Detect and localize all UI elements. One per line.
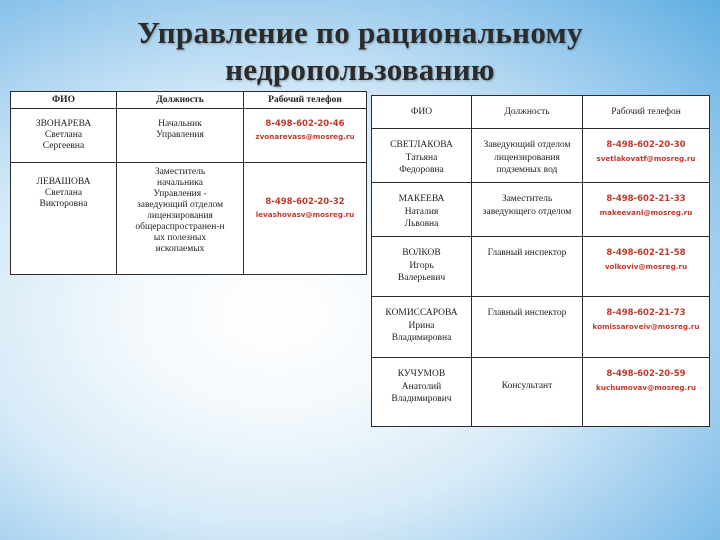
email-link[interactable]: svetlakovatf@mosreg.ru [596,153,696,163]
position-cell: Заведующий отделом лицензирования подземных вод [472,129,583,183]
header-phone: Рабочий телефон [583,96,710,129]
table-header-row [372,96,710,129]
name-cell: МАКЕЕВА Наталия Львовна [372,183,472,237]
email-link[interactable]: kuchumovav@mosreg.ru [596,382,696,392]
table-row [372,297,710,358]
contact-cell [583,183,710,237]
email-link[interactable]: levashovasv@mosreg.ru [255,210,355,219]
page-title [0,14,720,88]
position-cell: Главный инспектор [472,237,583,297]
phone-number: 8-498-602-21-58 [606,248,686,258]
header-position: Должность [472,96,583,129]
staff-table-left [10,91,367,275]
name-cell: ЛЕВАШОВА Светлана Викторовна [11,163,117,275]
name-cell: ЗВОНАРЕВА Светлана Сергеевна [11,109,117,163]
phone-number: 8-498-602-20-46 [265,119,345,129]
contact-cell [583,358,710,427]
phone-number: 8-498-602-21-33 [606,194,686,204]
phone-number: 8-498-602-21-73 [606,308,686,318]
table-row [372,183,710,237]
contact-cell [583,237,710,297]
table-row [372,358,710,427]
header-fio: ФИО [372,96,472,129]
title-line-1: Управление по рациональному [137,15,583,50]
name-cell: КУЧУМОВ Анатолий Владимирович [372,358,472,427]
email-link[interactable]: volkoviv@mosreg.ru [604,261,688,271]
header-phone: Рабочий телефон [244,92,367,109]
name-cell: КОМИССАРОВА Ирина Владимировна [372,297,472,358]
table-row [11,109,367,163]
table-row [372,237,710,297]
table-row [372,129,710,183]
title-line-2: недропользованию [225,52,495,87]
staff-table-right [371,95,710,427]
position-cell: Начальник Управления [117,109,244,163]
email-link[interactable]: zvonarevass@mosreg.ru [255,132,355,141]
table-row [11,163,367,275]
position-cell: Главный инспектор [472,297,583,358]
email-link[interactable]: komissaroveiv@mosreg.ru [592,321,700,331]
position-cell: Заместитель начальника Управления - заведующий отделом лицензирования общераспространен-н ых полезных ископаемых [117,163,244,275]
contact-cell [244,109,367,163]
position-cell: Заместитель заведующего отделом [472,183,583,237]
header-fio: ФИО [11,92,117,109]
phone-number: 8-498-602-20-59 [606,369,686,379]
contact-cell [244,163,367,275]
header-position: Должность [117,92,244,109]
name-cell: СВЕТЛАКОВА Татьяна Федоровна [372,129,472,183]
contact-cell [583,129,710,183]
phone-number: 8-498-602-20-32 [265,197,345,207]
contact-cell [583,297,710,358]
position-cell: Консультант [472,358,583,427]
table-header-row [11,92,367,109]
phone-number: 8-498-602-20-30 [606,140,686,150]
email-link[interactable]: makeevanl@mosreg.ru [599,207,693,217]
name-cell: ВОЛКОВ Игорь Валерьевич [372,237,472,297]
